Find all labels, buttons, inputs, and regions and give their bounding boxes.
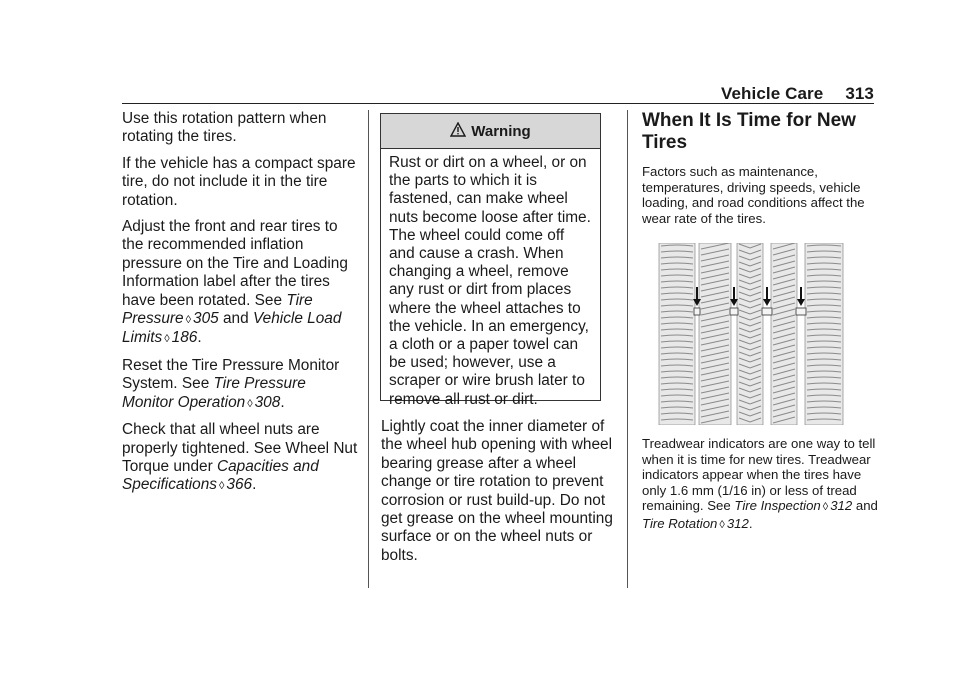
- paragraph: Factors such as maintenance, temperatures, driving speeds, vehicle loading, and road conditions affect the wear rate of the tires.: [642, 164, 865, 226]
- xref-icon: ◊: [719, 518, 725, 531]
- xref-icon: ◊: [822, 501, 829, 514]
- paragraph-text: Check that all wheel nuts are properly tightened. See Wheel Nut Torque under: [122, 421, 358, 475]
- xref-link-tire-rotation[interactable]: Tire Rotation: [642, 515, 718, 531]
- paragraph: Use this rotation pattern when rotating the tires.: [122, 110, 327, 146]
- paragraph: Reset the Tire Pressure Monitor System. See Tire Pressure Monitor Operation ◊ 308.: [122, 356, 340, 411]
- warning-header: [381, 114, 600, 149]
- xref-page[interactable]: 308: [254, 393, 281, 411]
- xref-icon: ◊: [185, 314, 192, 327]
- paragraph-text: Treadwear indicators are one way to tell when it is time for new tires. Treadwear indicators appear when the tires have only 1.6 mm (1/16 in) or less of tread remaining. See: [642, 436, 876, 514]
- warning-box: [380, 113, 601, 408]
- paragraph: Treadwear indicators are one way to tell when it is time for new tires. Treadwear indicators appear when the tires have only 1.6 mm (1/16 in) or less of tread remaining. See Tire Inspection ◊ 312 and Tire Rotation ◊ 312.: [642, 436, 878, 531]
- paragraph-text: Reset the Tire Pressure Monitor System. See: [122, 356, 340, 393]
- paragraph: Check that all wheel nuts are properly tightened. See Wheel Nut Torque under Capacities and Specifications ◊ 366.: [122, 421, 358, 494]
- column-divider-1: [368, 110, 369, 588]
- conjunction: and: [855, 498, 878, 514]
- column-2: [381, 418, 619, 565]
- running-head: [721, 84, 874, 104]
- page-number: 313: [845, 84, 874, 103]
- xref-link-tpms-operation[interactable]: Tire Pressure Monitor Operation: [122, 375, 306, 411]
- treadwear-indicator-illustration: [657, 243, 849, 425]
- paragraph: Lightly coat the inner diameter of the wheel hub opening with wheel bearing grease after a wheel change or tire rotation to prevent corrosion or rust build-up. Do not get grease on the wheel mounting surface or on the wheel nuts or bolts.: [381, 418, 613, 564]
- paragraph: If the vehicle has a compact spare tire, do not include it in the tire rotation.: [122, 154, 356, 209]
- conjunction: and: [223, 310, 249, 328]
- xref-icon: ◊: [164, 333, 170, 346]
- paragraph: Adjust the front and rear tires to the recommended inflation pressure on the Tire and Loading Information label after the tires have been rotated. See Tire Pressure ◊ 305 and Vehicle Load Limits ◊ 186.: [122, 218, 348, 347]
- xref-link-tire-inspection[interactable]: Tire Inspection: [734, 498, 821, 514]
- warning-body: Rust or dirt on a wheel, or on the parts to which it is fastened, can make wheel nuts become loose after time. The wheel could come off and cause a crash. When changing a wheel, remove any rust or dirt from places where the wheel attaches to the vehicle. In an emergency, a cloth or a paper towel can be used; however, use a scraper or wire brush later to remove all rust or dirt.: [389, 154, 591, 408]
- xref-icon: ◊: [247, 397, 253, 410]
- section-heading: When It Is Time for New Tires: [642, 110, 856, 153]
- xref-link-tire-pressure[interactable]: Tire Pressure: [122, 291, 313, 328]
- xref-icon: ◊: [218, 480, 225, 493]
- xref-page[interactable]: 305: [193, 310, 219, 328]
- xref-page[interactable]: 312: [726, 515, 749, 531]
- column-3: [642, 110, 878, 531]
- warning-triangle-icon: [450, 122, 466, 141]
- xref-link-vehicle-load-limits[interactable]: Vehicle Load Limits: [122, 310, 342, 347]
- xref-page[interactable]: 366: [226, 476, 253, 494]
- section-title: Vehicle Care: [721, 84, 824, 103]
- xref-link-capacities[interactable]: Capacities and Specifications: [122, 457, 319, 494]
- xref-page[interactable]: 312: [830, 498, 853, 514]
- column-divider-2: [627, 110, 628, 588]
- xref-page[interactable]: 186: [171, 329, 198, 347]
- paragraph-text: Adjust the front and rear tires to the recommended inflation pressure on the Tire and Loading Information label after the tires have been rotated. See: [122, 218, 348, 309]
- column-1: [122, 110, 358, 504]
- header-rule: [122, 103, 874, 104]
- warning-title: Warning: [471, 122, 531, 140]
